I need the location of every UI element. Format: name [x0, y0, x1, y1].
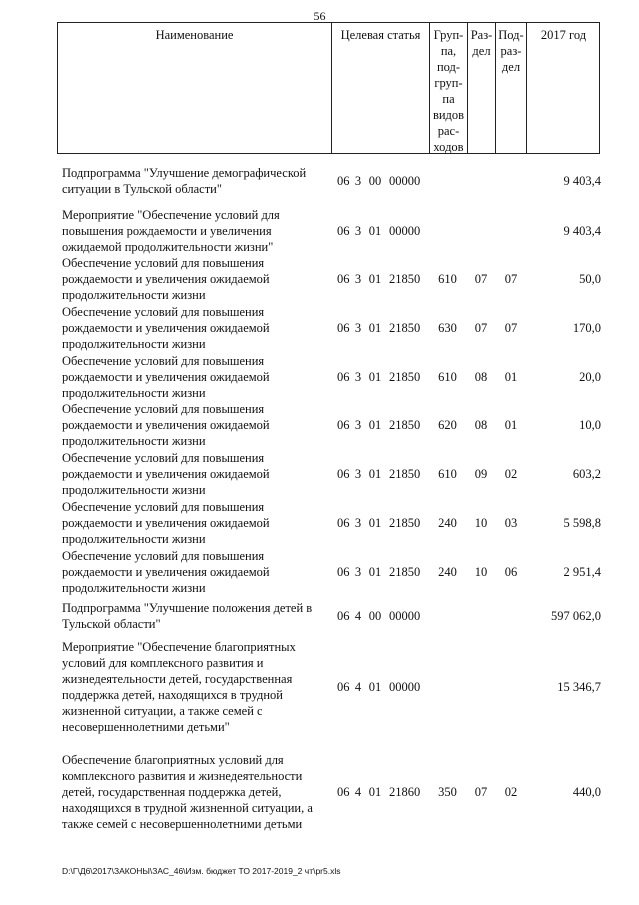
podrazdel: 07: [504, 321, 518, 335]
file-path-footer: D:\Г\Д6\2017\ЗАКОНЫ\ЗАС_46\Изм. бюджет ТО 2017-2019_2 чт\pr5.xls: [62, 866, 341, 876]
code-part-3: 01: [368, 370, 382, 384]
code-part-4: 21860: [389, 785, 421, 799]
page-number: 56: [313, 9, 326, 23]
amount-2017: 440,0: [572, 785, 601, 799]
code-part-2: 3: [354, 370, 362, 384]
code-part-1: 06: [337, 174, 350, 188]
code-part-2: 4: [354, 680, 362, 694]
code-part-3: 01: [368, 467, 382, 481]
row-name: Подпрограмма "Улучшение демографической ситуации в Тульской области": [62, 166, 307, 196]
amount-2017: 9 403,4: [563, 174, 601, 188]
expense-group: 240: [438, 516, 457, 530]
podrazdel: 01: [504, 370, 518, 384]
amount-2017: 597 062,0: [551, 609, 601, 623]
code-part-4: 00000: [389, 174, 421, 188]
code-part-1: 06: [337, 785, 350, 799]
amount-2017: 603,2: [572, 467, 601, 481]
expense-group: 630: [438, 321, 457, 335]
amount-2017: 20,0: [579, 370, 601, 384]
code-part-4: 21850: [389, 370, 421, 384]
code-part-4: 21850: [389, 272, 421, 286]
code-part-2: 3: [354, 321, 362, 335]
code-part-3: 01: [368, 565, 382, 579]
header-podrazdel: Под- раз- дел: [498, 28, 524, 74]
amount-2017: 5 598,8: [563, 516, 601, 530]
code-part-4: 21850: [389, 565, 421, 579]
code-part-2: 3: [354, 467, 362, 481]
code-part-1: 06: [337, 224, 350, 238]
row-name: Обеспечение благоприятных условий для комплексного развития и жизнедеятельности детей, государственная поддержка детей, находящихся в трудной жизненной ситуации, а также семей с несовершеннолетними детьми: [62, 753, 313, 831]
podrazdel: 07: [504, 272, 518, 286]
code-part-4: 00000: [389, 224, 421, 238]
header-year: 2017 год: [540, 28, 587, 42]
code-part-4: 21850: [389, 418, 421, 432]
expense-group: 610: [438, 272, 457, 286]
code-part-1: 06: [337, 680, 350, 694]
code-part-2: 3: [354, 174, 362, 188]
row-name: Обеспечение условий для повышения рождаемости и увеличения ожидаемой продолжительности жизни: [62, 549, 270, 595]
expense-group: 620: [438, 418, 457, 432]
code-part-4: 21850: [389, 516, 421, 530]
podrazdel: 02: [504, 785, 518, 799]
code-part-3: 01: [368, 321, 382, 335]
razdel: 10: [474, 516, 488, 530]
code-part-2: 3: [354, 224, 362, 238]
code-part-3: 01: [368, 418, 382, 432]
code-part-4: 21850: [389, 321, 421, 335]
code-part-2: 4: [354, 785, 362, 799]
amount-2017: 9 403,4: [563, 224, 601, 238]
code-part-3: 01: [368, 516, 382, 530]
amount-2017: 10,0: [579, 418, 601, 432]
podrazdel: 06: [504, 565, 518, 579]
table-header: [57, 22, 600, 154]
code-part-1: 06: [337, 272, 350, 286]
code-part-2: 3: [354, 272, 362, 286]
header-target: Целевая статья: [340, 28, 421, 42]
code-part-1: 06: [337, 609, 350, 623]
razdel: 07: [474, 785, 488, 799]
razdel: 07: [474, 272, 488, 286]
header-razdel: Раз- дел: [470, 28, 493, 58]
code-part-2: 3: [354, 565, 362, 579]
razdel: 09: [474, 467, 488, 481]
header-group: Груп- па, под- груп- па видов рас- ходов: [432, 28, 465, 154]
code-part-3: 00: [368, 609, 382, 623]
row-name: Обеспечение условий для повышения рождаемости и увеличения ожидаемой продолжительности жизни: [62, 451, 270, 497]
code-part-1: 06: [337, 467, 350, 481]
razdel: 10: [474, 565, 488, 579]
expense-group: 350: [438, 785, 457, 799]
row-name: Обеспечение условий для повышения рождаемости и увеличения ожидаемой продолжительности жизни: [62, 305, 270, 351]
row-name: Мероприятие "Обеспечение условий для повышения рождаемости и увеличения ожидаемой продолжительности жизни": [62, 208, 280, 254]
expense-group: 610: [438, 467, 457, 481]
razdel: 07: [474, 321, 488, 335]
amount-2017: 170,0: [572, 321, 601, 335]
amount-2017: 15 346,7: [557, 680, 601, 694]
row-name: Обеспечение условий для повышения рождаемости и увеличения ожидаемой продолжительности жизни: [62, 500, 270, 546]
code-part-3: 01: [368, 272, 382, 286]
code-part-2: 3: [354, 516, 362, 530]
code-part-1: 06: [337, 516, 350, 530]
podrazdel: 03: [504, 516, 518, 530]
code-part-4: 21850: [389, 467, 421, 481]
code-part-3: 01: [368, 224, 382, 238]
row-name: Обеспечение условий для повышения рождаемости и увеличения ожидаемой продолжительности жизни: [62, 354, 270, 400]
row-name: Обеспечение условий для повышения рождаемости и увеличения ожидаемой продолжительности жизни: [62, 256, 270, 302]
row-name: Подпрограмма "Улучшение положения детей в Тульской области": [62, 601, 313, 631]
header-name: Наименование: [155, 28, 234, 42]
row-name: Мероприятие "Обеспечение благоприятных условий для комплексного развития и жизнедеятельности детей, государственная поддержка детей, находящихся в трудной жизненной ситуации, а также семей с несовершеннолетними детьми": [62, 640, 296, 734]
expense-group: 610: [438, 370, 457, 384]
code-part-3: 00: [368, 174, 382, 188]
code-part-3: 01: [368, 680, 382, 694]
code-part-3: 01: [368, 785, 382, 799]
code-part-1: 06: [337, 321, 350, 335]
razdel: 08: [474, 370, 488, 384]
razdel: 08: [474, 418, 488, 432]
code-part-1: 06: [337, 565, 350, 579]
code-part-4: 00000: [389, 609, 421, 623]
amount-2017: 2 951,4: [563, 565, 601, 579]
code-part-2: 3: [354, 418, 362, 432]
amount-2017: 50,0: [579, 272, 601, 286]
podrazdel: 01: [504, 418, 518, 432]
code-part-1: 06: [337, 370, 350, 384]
row-name: Обеспечение условий для повышения рождаемости и увеличения ожидаемой продолжительности жизни: [62, 402, 270, 448]
code-part-1: 06: [337, 418, 350, 432]
podrazdel: 02: [504, 467, 518, 481]
code-part-2: 4: [354, 609, 362, 623]
expense-group: 240: [438, 565, 457, 579]
code-part-4: 00000: [389, 680, 421, 694]
